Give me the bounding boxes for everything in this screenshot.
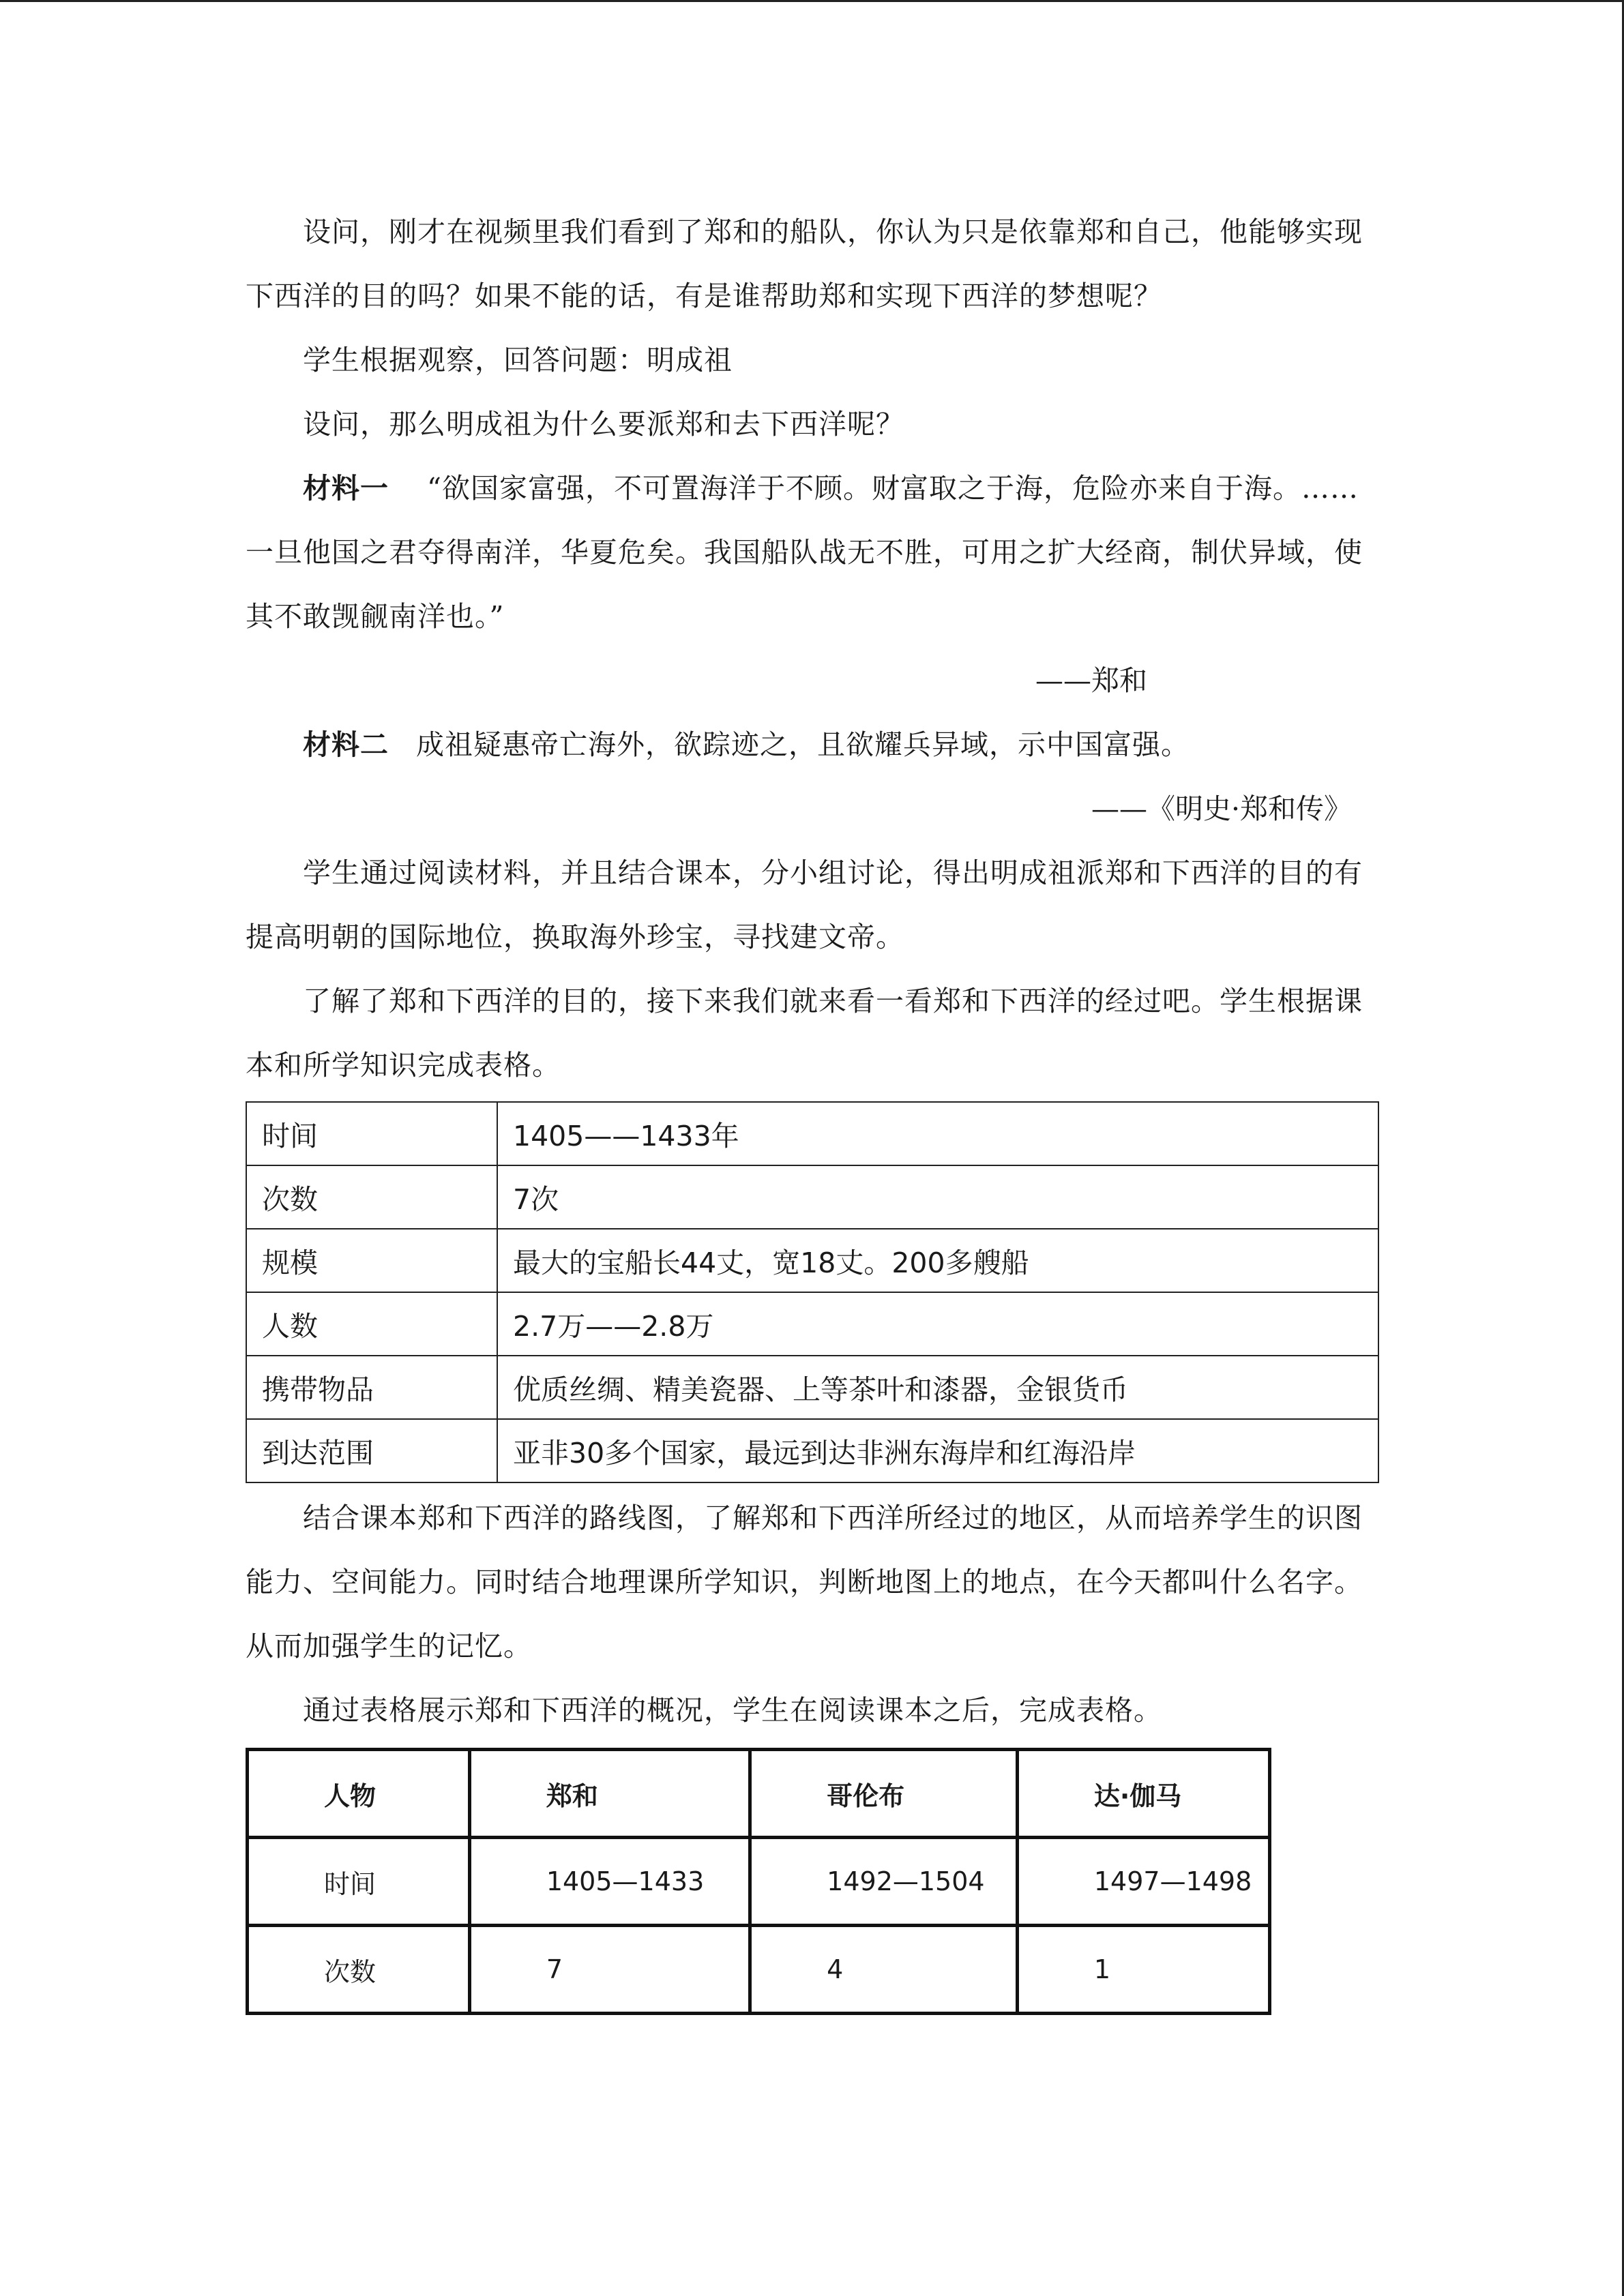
table-cell: 1405—1433	[469, 1838, 750, 1926]
table-cell: 次数	[248, 1926, 470, 2014]
paragraph-question-1: 设问，刚才在视频里我们看到了郑和的船队，你认为只是依靠郑和自己，他能够实现下西洋的目的吗？如果不能的话，有是谁帮助郑和实现下西洋的梦想呢？	[246, 215, 1363, 312]
explorer-comparison-table	[246, 1748, 1271, 2015]
table-cell-value: 2.7万——2.8万	[497, 1292, 1378, 1356]
table-header-row	[248, 1750, 1270, 1838]
table-row	[246, 1229, 1378, 1292]
table-row	[248, 1926, 1270, 2014]
voyage-overview-table	[246, 1101, 1379, 1483]
table-cell-label: 到达范围	[246, 1419, 497, 1482]
table-header-cell: 达·伽马	[1017, 1750, 1269, 1838]
table-cell: 4	[750, 1926, 1018, 2014]
table-cell: 1	[1017, 1926, 1269, 2014]
table-row	[248, 1838, 1270, 1926]
table-cell-value: 优质丝绸、精美瓷器、上等茶叶和漆器，金银货币	[497, 1356, 1378, 1419]
table-header-cell: 人物	[248, 1750, 470, 1838]
table-cell: 1492—1504	[750, 1838, 1018, 1926]
table-cell-label: 携带物品	[246, 1356, 497, 1419]
paragraph-answer-1: 学生根据观察，回答问题：明成祖	[303, 344, 733, 376]
material-one-label: 材料一	[303, 472, 389, 505]
material-two-text: 成祖疑惠帝亡海外，欲踪迹之，且欲耀兵异域，示中国富强。	[416, 728, 1190, 761]
table-cell-label: 规模	[246, 1229, 497, 1292]
table-row	[246, 1165, 1378, 1229]
table-cell-value: 1405——1433年	[497, 1102, 1378, 1165]
page-border-top	[0, 0, 1624, 2]
table-cell-label: 次数	[246, 1165, 497, 1229]
table-row	[246, 1419, 1378, 1482]
table-row	[246, 1102, 1378, 1165]
table-header-cell: 哥伦布	[750, 1750, 1018, 1838]
material-two-source: ——《明史·郑和传》	[1091, 792, 1352, 825]
document-body	[246, 200, 1379, 2015]
material-one-source: ——郑和	[1035, 664, 1147, 697]
paragraph-comparison-intro: 通过表格展示郑和下西洋的概况，学生在阅读课本之后，完成表格。	[303, 1694, 1162, 1727]
table-header-cell: 郑和	[469, 1750, 750, 1838]
paragraph-table-intro: 了解了郑和下西洋的目的，接下来我们就来看一看郑和下西洋的经过吧。学生根据课本和所学知识完成表格。	[246, 985, 1363, 1082]
table-cell: 7	[469, 1926, 750, 2014]
table-cell-label: 时间	[246, 1102, 497, 1165]
table-cell-value: 亚非30多个国家，最远到达非洲东海岸和红海沿岸	[497, 1419, 1378, 1482]
table-row	[246, 1356, 1378, 1419]
material-one	[246, 456, 1379, 648]
table-row	[246, 1292, 1378, 1356]
table-cell-label: 人数	[246, 1292, 497, 1356]
table-cell-value: 最大的宝船长44丈，宽18丈。200多艘船	[497, 1229, 1378, 1292]
paragraph-route-map: 结合课本郑和下西洋的路线图，了解郑和下西洋所经过的地区，从而培养学生的识图能力、空间能力。同时结合地理课所学知识，判断地图上的地点，在今天都叫什么名字。从而加强学生的记忆。	[246, 1502, 1363, 1663]
paragraph-discussion: 学生通过阅读材料，并且结合课本，分小组讨论，得出明成祖派郑和下西洋的目的有提高明朝的国际地位，换取海外珍宝，寻找建文帝。	[246, 856, 1363, 953]
table-cell-value: 7次	[497, 1165, 1378, 1229]
paragraph-question-2: 设问，那么明成祖为什么要派郑和去下西洋呢？	[303, 408, 904, 441]
material-two	[246, 713, 1379, 777]
material-two-label: 材料二	[303, 728, 389, 761]
table-cell: 时间	[248, 1838, 470, 1926]
material-one-text: “欲国家富强，不可置海洋于不顾。财富取之于海，危险亦来自于海。……一旦他国之君夺得南洋，华夏危矣。我国船队战无不胜，可用之扩大经商，制伏异域，使其不敢觊觎南洋也。”	[246, 472, 1363, 633]
table-cell: 1497—1498	[1017, 1838, 1269, 1926]
